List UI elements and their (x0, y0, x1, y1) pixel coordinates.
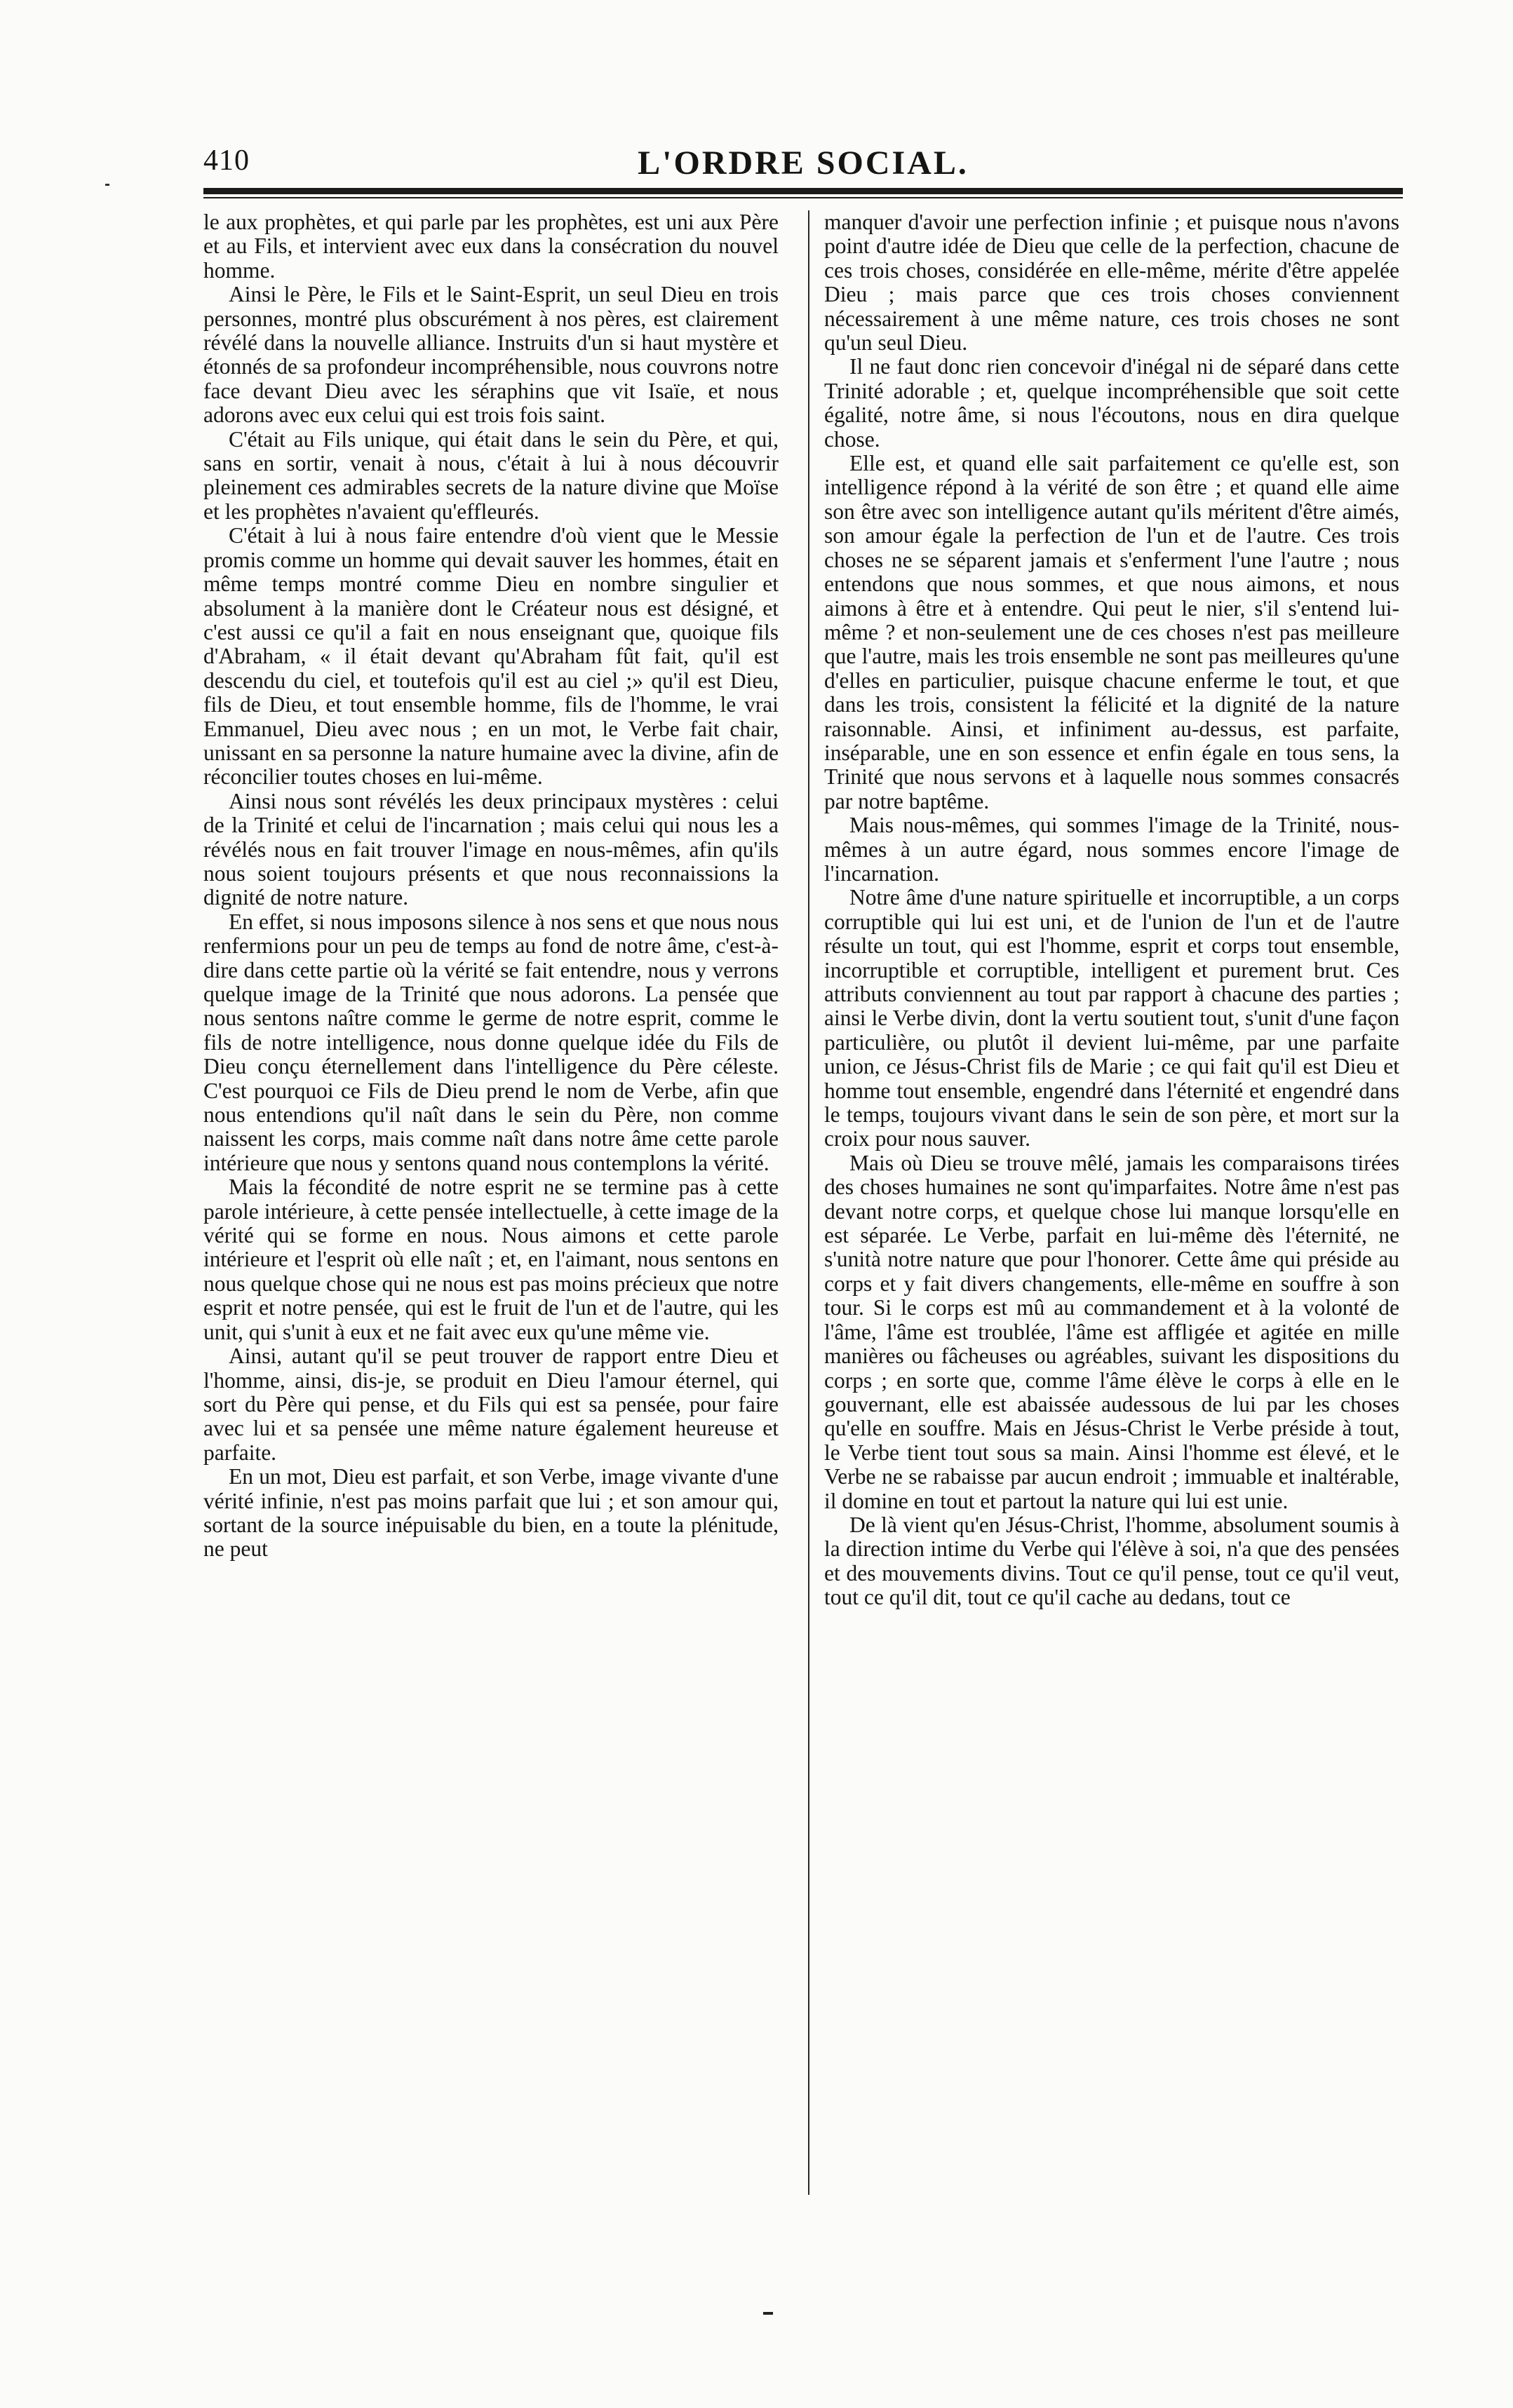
paragraph: En effet, si nous imposons silence à nos sens et que nous nous renfermions pour un peu de temps au fond de notre âme, c'est-à-dire dans cette partie où la vérité se fait entendre, nous y verrons quelque image de la Trinité que nous adorons. La pensée que nous sentons naître comme le germe de notre esprit, comme le fils de notre intelligence, nous donne quelque idée du Fils de Dieu conçu éternellement dans l'intelligence du Père céleste. C'est pourquoi ce Fils de Dieu prend le nom de Verbe, afin que nous entendions qu'il naît dans le sein du Père, non comme naissent les corps, mais comme naît dans notre âme cette parole intérieure que nous y sentons quand nous contemplons la vérité. (203, 909, 779, 1175)
paragraph: Mais où Dieu se trouve mêlé, jamais les comparaisons tirées des choses humaines ne sont qu'imparfaites. Notre âme n'est pas devant notre corps, et quelque chose lui manque lorsqu'elle en est séparée. Le Verbe, parfait en lui-même dès l'éternité, ne s'unità notre nature que pour l'honorer. Cette âme qui préside au corps et y fait divers changements, elle-même en souffre à son tour. Si le corps est mû au commandement et à la volonté de l'âme, l'âme est troublée, l'âme est affligée et agitée en mille manières ou fâcheuses ou agréables, suivant les dispositions du corps ; en sorte que, comme l'âme élève le corps à elle en le gouvernant, elle est abaissée audessous de lui par les choses qu'elle en souffre. Mais en Jésus-Christ le Verbe préside à tout, le Verbe tient tout sous sa main. Ainsi l'homme est élevé, et le Verbe ne se rabaisse par aucun endroit ; immuable et inaltérable, il domine en tout et partout la nature qui lui est unie. (824, 1150, 1399, 1513)
running-title: L'ORDRE SOCIAL. (638, 144, 969, 182)
page-number: 410 (203, 144, 250, 177)
margin-mark (105, 184, 109, 186)
paragraph: Ainsi, autant qu'il se peut trouver de rapport entre Dieu et l'homme, ainsi, dis-je, se produit en Dieu l'amour éternel, qui sort du Père qui pense, et du Fils qui est sa pensée, pour faire avec lui et sa pensée une même nature également heureuse et parfaite. (203, 1344, 779, 1465)
paragraph: Ainsi le Père, le Fils et le Saint-Esprit, un seul Dieu en trois personnes, montré plus obscurément à nos pères, est clairement révélé dans la nouvelle alliance. Instruits d'un si haut mystère et étonnés de sa profondeur incompréhensible, nous couvrons notre face devant Dieu avec les séraphins que vit Isaïe, et nous adorons avec eux celui qui est trois fois saint. (203, 282, 779, 428)
paragraph: C'était à lui à nous faire entendre d'où vient que le Messie promis comme un homme qui devait sauver les hommes, était en même temps montré comme Dieu en nombre singulier et absolument à la manière dont le Créateur nous est désigné, et c'est aussi ce qu'il a fait en nous enseignant que, quoique fils d'Abraham, « il était devant qu'Abraham fût fait, qu'il est descendu du ciel, et toutefois qu'il est au ciel ;» qu'il est Dieu, fils de Dieu, et tout ensemble homme, fils de l'homme, le vrai Emmanuel, Dieu avec nous ; en un mot, le Verbe fait chair, unissant en sa personne la nature humaine avec la divine, afin de réconcilier toutes choses en lui-même. (203, 523, 779, 790)
paragraph: le aux prophètes, et qui parle par les prophètes, est uni aux Père et au Fils, et intervient avec eux dans la consécration du nouvel homme. (203, 210, 779, 283)
left-column (203, 210, 779, 2174)
page-header (203, 144, 1403, 186)
paragraph: manquer d'avoir une perfection infinie ; et puisque nous n'avons point d'autre idée de Dieu que celle de la perfection, chacune de ces trois choses, considérée en elle-même, mérite d'être appelée Dieu ; mais parce que ces trois choses conviennent nécessairement à une même nature, ces trois choses ne sont qu'un seul Dieu. (824, 210, 1399, 356)
paragraph: Mais la fécondité de notre esprit ne se termine pas à cette parole intérieure, à cette pensée intellectuelle, à cette image de la vérité qui se forme en nous. Nous aimons et cette parole intérieure et l'esprit où elle naît ; et, en l'aimant, nous sentons en nous quelque chose qui ne nous est pas moins précieux que notre esprit et notre pensée, qui est le fruit de l'un et de l'autre, qui les unit, qui s'unit à eux et ne fait avec eux qu'une même vie. (203, 1175, 779, 1344)
right-column (824, 210, 1399, 2174)
paragraph: En un mot, Dieu est parfait, et son Verbe, image vivante d'une vérité infinie, n'est pas moins parfait que lui ; et son amour qui, sortant de la source inépuisable du bien, en a toute la plénitude, ne peut (203, 1464, 779, 1562)
header-rule-thick (203, 188, 1403, 194)
paragraph: Il ne faut donc rien concevoir d'inégal ni de séparé dans cette Trinité adorable ; et, quelque incompréhensible que soit cette égalité, notre âme, si nous l'écoutons, nous en dira quelque chose. (824, 354, 1399, 452)
paragraph: C'était au Fils unique, qui était dans le sein du Père, et qui, sans en sortir, venait à nous, c'était à lui à nous découvrir pleinement ces admirables secrets de la nature divine que Moïse et les prophètes n'avaient qu'effleurés. (203, 426, 779, 524)
paragraph: De là vient qu'en Jésus-Christ, l'homme, absolument soumis à la direction intime du Verbe qui l'élève à soi, n'a que des pensées et des mouvements divins. Tout ce qu'il pense, tout ce qu'il veut, tout ce qu'il dit, tout ce qu'il cache au dedans, tout ce (824, 1512, 1399, 1610)
header-rule-thin (203, 197, 1403, 198)
column-divider (808, 210, 809, 2195)
paragraph: Elle est, et quand elle sait parfaitement ce qu'elle est, son intelligence répond à la vérité de son être ; et quand elle aime son être avec son intelligence autant qu'ils méritent d'être aimés, son amour égale la perfection de l'un et de l'autre. Ces trois choses ne se séparent jamais et s'enferment l'une l'autre ; nous entendons que nous sommes, et que nous aimons, et nous aimons à être et à entendre. Qui peut le nier, s'il s'entend lui-même ? et non-seulement une de ces choses n'est pas meilleure que l'autre, mais les trois ensemble ne sont pas meilleures qu'une d'elles en particulier, puisque chacune enferme le tout, et que dans les trois, consistent la félicité et la dignité de la nature raisonnable. Ainsi, et infiniment au-dessus, est parfaite, inséparable, une en son essence et enfin égale en tous sens, la Trinité que nous servons et à laquelle nous sommes consacrés par notre baptême. (824, 451, 1399, 813)
paragraph: Ainsi nous sont révélés les deux principaux mystères : celui de la Trinité et celui de l'incarnation ; mais celui qui nous les a révélés nous en fait trouver l'image en nous-mêmes, afin qu'ils nous soient toujours présents et que nous reconnaissions la dignité de notre nature. (203, 788, 779, 910)
footer-mark (763, 2312, 773, 2315)
paragraph: Notre âme d'une nature spirituelle et incorruptible, a un corps corruptible qui lui est uni, et de l'union de l'un et de l'autre résulte un tout, qui est l'homme, esprit et corps tout ensemble, incorruptible et corruptible, intelligent et purement brut. Ces attributs conviennent au tout par rapport à chacune des parties ; ainsi le Verbe divin, dont la vertu soutient tout, s'unit d'une façon particulière, ou plutôt il devient lui-même, par une parfaite union, ce Jésus-Christ fils de Marie ; ce qui fait qu'il est Dieu et homme tout ensemble, engendré dans l'éternité et engendré dans le temps, toujours vivant dans le sein de son père, et mort sur la croix pour nous sauver. (824, 885, 1399, 1151)
paragraph: Mais nous-mêmes, qui sommes l'image de la Trinité, nous-mêmes à un autre égard, nous sommes encore l'image de l'incarnation. (824, 813, 1399, 886)
